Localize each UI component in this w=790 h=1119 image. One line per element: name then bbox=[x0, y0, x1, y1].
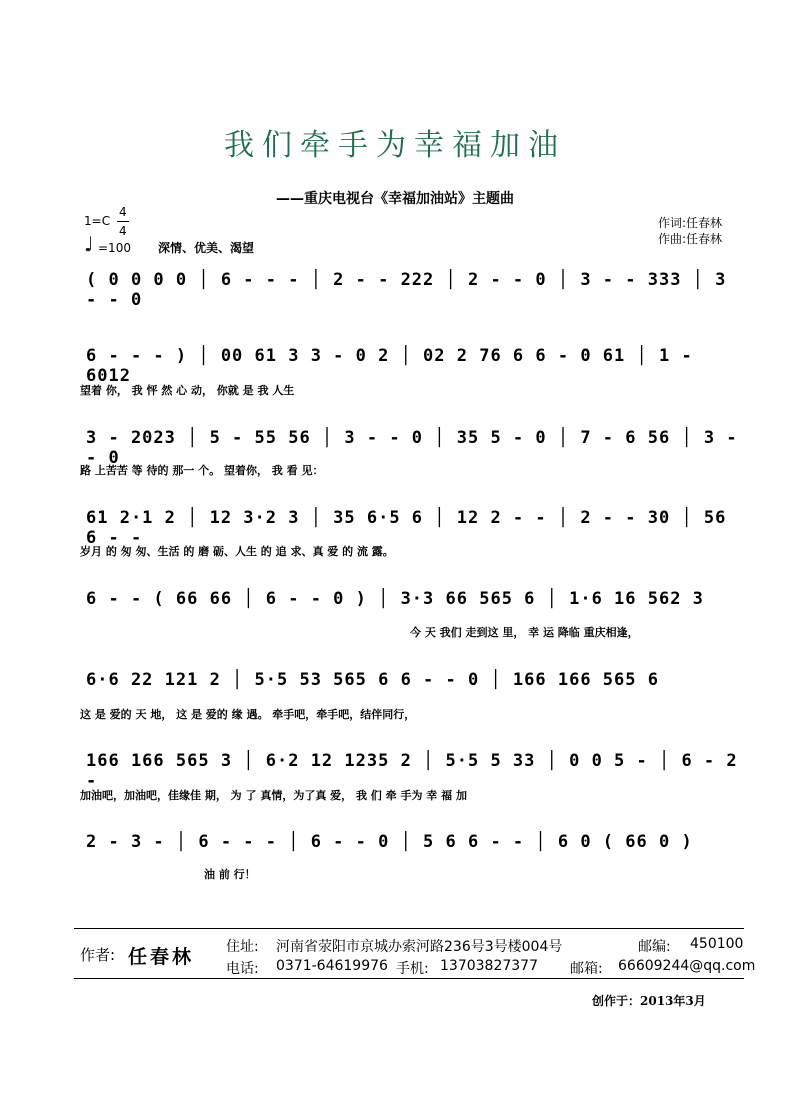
line-notes: 2 - 3 - │ 6 - - - │ 6 - - 0 │ 5 6 6 - - │ 6 0 ( 66 0 ) bbox=[86, 832, 693, 852]
score-line-6 bbox=[80, 670, 740, 721]
score-line-3 bbox=[80, 428, 740, 477]
footer-bottom-rule bbox=[74, 978, 744, 979]
time-signature-top: 4 bbox=[119, 205, 127, 219]
line-lyrics: 加油吧，加油吧，佳缘佳 期， 为 了 真情，为了真 爱， 我 们 牵 手为 幸 福 加 bbox=[80, 789, 467, 802]
author-label: 作者: bbox=[80, 946, 116, 964]
lyricist: 作词:任春林 bbox=[658, 216, 723, 230]
time-signature-bar bbox=[117, 221, 129, 222]
score-line-4 bbox=[80, 508, 740, 558]
phone: 0371-64619976 bbox=[276, 958, 388, 974]
phone-label: 电话: bbox=[226, 961, 259, 977]
line-lyrics: 望着 你， 我 怦 然 心 动， 你就 是 我 人生 bbox=[80, 384, 295, 397]
time-signature-bottom: 4 bbox=[119, 224, 127, 238]
email-label: 邮箱: bbox=[570, 961, 603, 977]
line-lyrics: 油 前 行！ bbox=[204, 868, 256, 881]
footer-top-rule bbox=[74, 928, 744, 929]
song-title: 我们牵手为幸福加油 bbox=[224, 128, 566, 163]
line-notes: 3 - 2023 │ 5 - 55 56 │ 3 - - 0 │ 35 5 - 0 │ 7 - 6 56 │ 3 - - 0 bbox=[86, 428, 738, 468]
creation-date: 创作于：2013年3月 bbox=[592, 994, 706, 1008]
line-notes: 61 2·1 2 │ 12 3·2 3 │ 35 6·5 6 │ 12 2 - - │ 2 - - 30 │ 56 6 - - bbox=[86, 508, 727, 548]
key-signature: 1=C bbox=[84, 214, 111, 228]
line-notes: 6 - - ( 66 66 │ 6 - - 0 ) │ 3·3 66 565 6 │ 1·6 16 562 3 bbox=[86, 589, 704, 609]
line-notes: 6·6 22 121 2 │ 5·5 53 565 6 6 - - 0 │ 166 166 565 6 bbox=[86, 670, 659, 690]
score-line-8 bbox=[80, 832, 740, 881]
line-lyrics: 这 是 爱的 天 地， 这 是 爱的 缘 遇。 牵手吧，牵手吧，结伴同行， bbox=[80, 708, 416, 721]
score-line-7 bbox=[80, 751, 740, 802]
address: 河南省荥阳市京城办索河路236号3号楼004号 bbox=[276, 939, 563, 955]
postcode-label: 邮编: bbox=[638, 939, 671, 955]
score-line-1 bbox=[80, 270, 740, 310]
line-lyrics: 今 天 我们 走到这 里， 幸 运 降临 重庆相逢， bbox=[410, 626, 639, 639]
composer: 作曲:任春林 bbox=[658, 232, 723, 246]
line-lyrics: 岁月 的 匆 匆、生活 的 磨 砺、人生 的 追 求、真 爱 的 流 露。 bbox=[80, 545, 394, 558]
address-label: 住址: bbox=[226, 939, 259, 955]
postcode: 450100 bbox=[690, 936, 744, 952]
line-notes: ( 0 0 0 0 │ 6 - - - │ 2 - - 222 │ 2 - - 0 │ 3 - - 333 │ 3 - - 0 bbox=[86, 270, 727, 310]
quarter-note-icon: ♩ bbox=[84, 232, 94, 256]
mobile: 13703827377 bbox=[440, 958, 538, 974]
line-notes: 166 166 565 3 │ 6·2 12 1235 2 │ 5·5 5 33 │ 0 0 5 - │ 6 - 2 - bbox=[86, 751, 738, 791]
email: 66609244@qq.com bbox=[618, 958, 756, 974]
expression-marking: 深情、优美、渴望 bbox=[158, 241, 255, 255]
line-notes: 6 - - - ) │ 00 61 3 3 - 0 2 │ 02 2 76 6 6 - 0 61 │ 1 - 6012 bbox=[86, 346, 693, 386]
score-line-2 bbox=[80, 346, 740, 397]
song-subtitle: ——重庆电视台《幸福加油站》主题曲 bbox=[276, 191, 514, 207]
mobile-label: 手机: bbox=[396, 961, 429, 977]
author-name: 任春林 bbox=[128, 946, 195, 968]
line-lyrics: 路 上苦苦 等 待的 那一 个。 望着你， 我 看 见： bbox=[80, 464, 324, 477]
score-line-5 bbox=[80, 589, 740, 639]
tempo-value: =100 bbox=[98, 241, 131, 255]
